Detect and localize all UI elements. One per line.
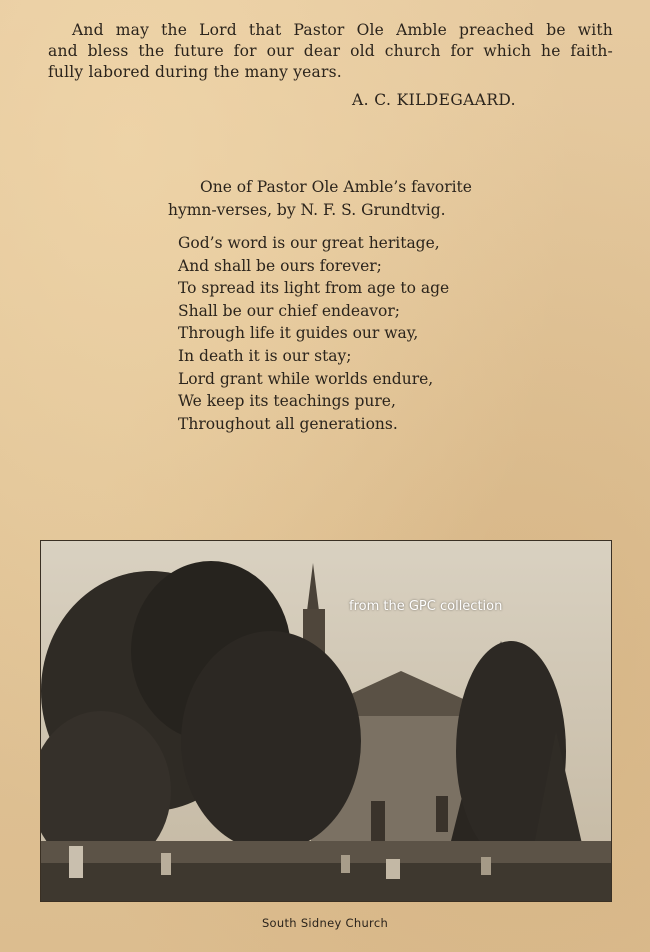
verse-line: Through life it guides our way,: [178, 324, 419, 343]
verse-line: In death it is our stay;: [178, 346, 352, 365]
verse-line: God’s word is our great heritage,: [178, 234, 440, 252]
verse-line: Shall be our chief endeavor;: [178, 301, 401, 320]
verse-line: To spread its light from age to age: [178, 279, 450, 298]
hymn-intro-line-2: hymn-verses, by N. F. S. Grundtvig.: [168, 201, 446, 219]
hymn-intro-line-1: One of Pastor Ole Amble’s favorite: [200, 178, 472, 196]
signature: A. C. KILDEGAARD.: [352, 91, 516, 109]
tribute-paragraph: [48, 20, 613, 83]
hymn-intro: [168, 176, 472, 222]
verse-line: And shall be ours forever;: [178, 256, 382, 275]
watermark: from the GPC collection: [349, 599, 503, 614]
tribute-line-2: and bless the future for our dear old church for which he faith-: [48, 42, 613, 60]
photo-caption: South Sidney Church: [261, 916, 389, 930]
church-photo-image: [41, 541, 612, 902]
verse-line: Throughout all generations.: [178, 414, 398, 433]
verse-line: Lord grant while worlds endure,: [178, 369, 434, 388]
church-photo: [40, 540, 612, 902]
verse-line: We keep its teachings pure,: [178, 392, 396, 411]
tribute-line-1: And may the Lord that Pastor Ole Amble preached be with: [72, 21, 613, 39]
hymn-verse: [178, 232, 449, 435]
tribute-line-3: fully labored during the many years.: [48, 63, 342, 81]
